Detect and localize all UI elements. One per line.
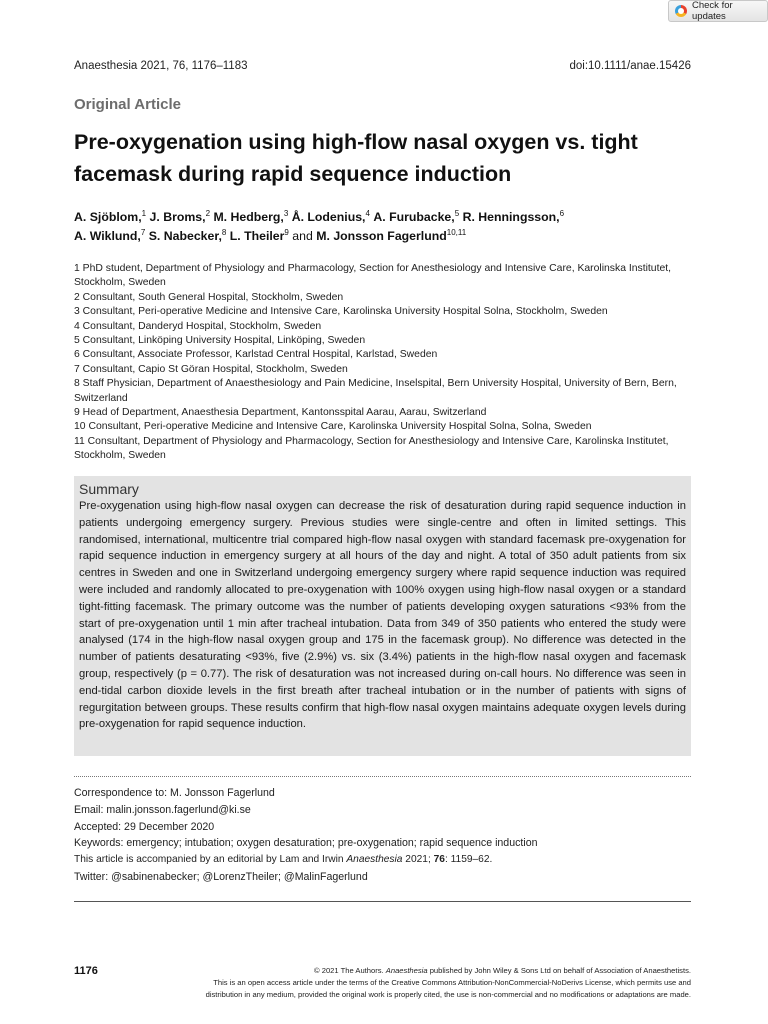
affiliation-item: 3 Consultant, Peri-operative Medicine and Intensive Care, Karolinska University Hospital Solna, Stockholm, Sweden	[74, 306, 608, 318]
author-name: L. Theiler	[229, 229, 285, 243]
article-metadata	[74, 785, 691, 886]
dotted-divider	[74, 776, 691, 777]
running-head	[74, 60, 691, 72]
solid-divider	[74, 901, 691, 902]
author-name: A. Sjöblom,	[74, 210, 142, 224]
affiliation-item: 10 Consultant, Peri-operative Medicine and Intensive Care, Karolinska University Hospital Solna, Solna, Sweden	[74, 421, 592, 433]
affiliation-item: 11 Consultant, Department of Physiology and Pharmacology, Section for Anesthesiology and Intensive Care, Karolinska Institutet, Stockholm, Sweden	[74, 435, 669, 462]
author-list	[74, 208, 694, 246]
author-affiliation-ref: 1	[141, 209, 147, 218]
article-title: Pre-oxygenation using high-flow nasal oxygen vs. tight facemask during rapid sequence induction	[74, 130, 638, 186]
author-name: S. Nabecker,	[148, 229, 222, 243]
page-number: 1176	[74, 965, 98, 977]
editorial-prefix: This article is accompanied by an editorial by Lam and Irwin	[74, 854, 347, 866]
license-line-2: distribution in any medium, provided the original work is properly cited, the use is non-commercial and no modifications or adaptations are made.	[205, 990, 691, 1000]
check-for-updates-label: Check for updates	[692, 0, 733, 22]
summary-text: Pre-oxygenation using high-flow nasal oxygen can decrease the risk of desaturation during rapid sequence induction in patients undergoing emergency surgery. Previous studies were single-centre and often in limited settings. This randomised, international, multicentre trial compared high-flow nasal oxygen with standard facemask pre-oxygenation for rapid sequence induction in emergency surgery at all hours of the day and night. A total of 350 adult patients from six centres in Sweden and one in Switzerland undergoing emergency surgery where rapid sequence induction was required were included and randomly allocated to pre-oxygenation with 100% oxygen using high-flow nasal oxygen or a standard tight-fitting facemask. The primary outcome was the number of patients developing oxygen saturations <93% from the start of pre-oxygenation until 1 min after tracheal intubation. Data from 349 of 350 patients who entered the study were analysed (174 in the high-flow nasal oxygen group and 175 in the facemask group). No difference was detected in the number of patients desaturating <93%, five (2.9%) vs. six (3.4%) patients in the high-flow nasal oxygen and facemask group, respectively (p = 0.77). The risk of desaturation was not increased during on-call hours. No difference was seen in end-tidal carbon dioxide levels in the first breath after tracheal intubation or in the number of patients with signs of regurgitation between groups. These results confirm that high-flow nasal oxygen maintains adequate oxygen levels during pre-oxygenation for rapid sequence induction.	[79, 500, 686, 731]
author-affiliation-ref: 2	[205, 209, 211, 218]
affiliation-item: 9 Head of Department, Anaesthesia Department, Kantonsspital Aarau, Aarau, Switzerland	[74, 407, 487, 419]
author-name: M. Jonsson Fagerlund	[316, 229, 447, 243]
copyright-prefix: © 2021 The Authors.	[314, 966, 386, 975]
affiliation-item: 6 Consultant, Associate Professor, Karlstad Central Hospital, Karlstad, Sweden	[74, 349, 438, 361]
editorial-year: 2021;	[402, 854, 434, 866]
author-affiliation-ref: 5	[454, 209, 460, 218]
article-type: Original Article	[74, 96, 181, 113]
editorial-pages: : 1159–62.	[444, 854, 493, 866]
twitter-handles: Twitter: @sabinenabecker; @LorenzTheiler; @MalinFagerlund	[74, 870, 368, 883]
copyright-suffix: published by John Wiley & Sons Ltd on behalf of Association of Anaesthetists.	[427, 966, 691, 975]
affiliation-item: 4 Consultant, Danderyd Hospital, Stockholm, Sweden	[74, 320, 322, 332]
journal-citation: Anaesthesia 2021, 76, 1176–1183	[74, 60, 248, 72]
author-affiliation-ref: 10,11	[446, 228, 467, 237]
editorial-volume: 76	[433, 854, 445, 866]
author-name: A. Furubacke,	[373, 210, 455, 224]
author-affiliation-ref: 4	[365, 209, 370, 218]
affiliation-item: 7 Consultant, Capio St Göran Hospital, Stockholm, Sweden	[74, 363, 348, 375]
affiliation-list	[74, 262, 694, 464]
author-name: M. Hedberg,	[213, 210, 284, 224]
crossmark-icon	[675, 5, 687, 17]
author-name: J. Broms,	[149, 210, 206, 224]
editorial-journal: Anaesthesia	[346, 854, 403, 866]
author-affiliation-ref: 7	[140, 228, 146, 237]
editorial-note	[74, 852, 691, 869]
author-name: A. Wiklund,	[74, 229, 141, 243]
summary-box	[74, 476, 691, 756]
copyright-notice	[91, 965, 691, 1002]
accepted-date: Accepted: 29 December 2020	[74, 820, 215, 833]
email[interactable]: Email: malin.jonsson.fagerlund@ki.se	[74, 803, 251, 816]
doi[interactable]: doi:10.1111/anae.15426	[569, 60, 691, 72]
affiliation-item: 2 Consultant, South General Hospital, Stockholm, Sweden	[74, 291, 344, 303]
author-name: Å. Lodenius,	[291, 210, 366, 224]
author-affiliation-ref: 6	[559, 209, 565, 218]
author-affiliation-ref: 9	[284, 228, 289, 237]
author-name: R. Henningsson,	[462, 210, 560, 224]
copyright-journal: Anaesthesia	[385, 966, 428, 975]
copyright-line	[91, 965, 691, 977]
author-affiliation-ref: 3	[283, 209, 289, 218]
author-conjunction: and	[292, 229, 313, 243]
keywords: Keywords: emergency; intubation; oxygen desaturation; pre-oxygenation; rapid sequence induction	[74, 837, 538, 850]
check-for-updates-button[interactable]	[668, 0, 768, 22]
summary-heading: Summary	[79, 481, 139, 497]
correspondence: Correspondence to: M. Jonsson Fagerlund	[74, 787, 275, 799]
affiliation-item: 8 Staff Physician, Department of Anaesthesiology and Pain Medicine, Inselspital, Bern University Hospital, University of Bern, Bern, Switzerland	[74, 378, 677, 404]
author-affiliation-ref: 8	[221, 228, 227, 237]
affiliation-item: 1 PhD student, Department of Physiology and Pharmacology, Section for Anesthesiology and Intensive Care, Karolinska Institutet, Stockholm, Sweden	[74, 263, 672, 289]
affiliation-item: 5 Consultant, Linköping University Hospital, Linköping, Sweden	[74, 335, 366, 347]
license-line-1: This is an open access article under the terms of the Creative Commons Attribution-NonCommercial-NoDerivs License, which permits use and	[213, 978, 691, 988]
